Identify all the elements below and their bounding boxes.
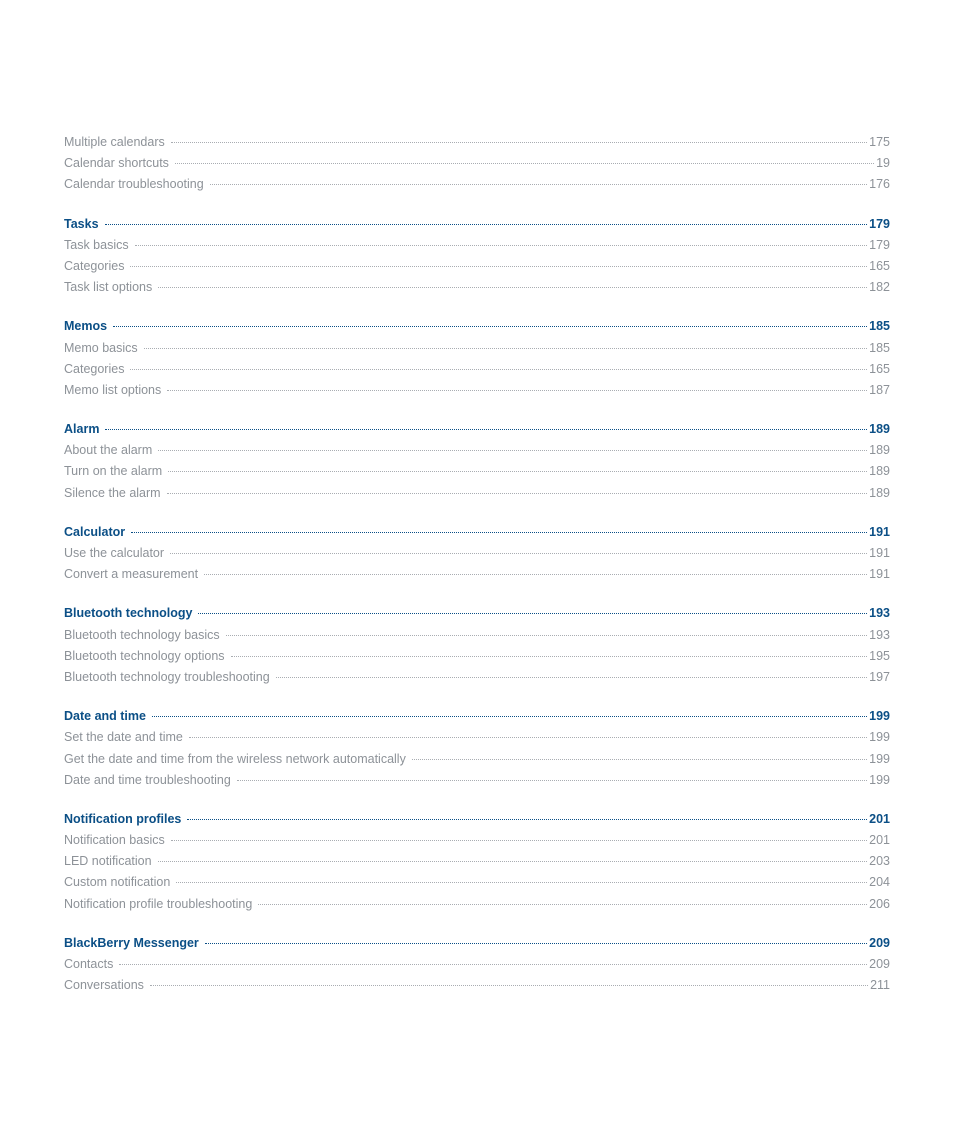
- toc-entry-label: LED notification: [64, 854, 152, 869]
- toc-entry-page-number: 203: [869, 854, 890, 869]
- toc-entry[interactable]: [64, 770, 890, 791]
- dot-leader: [187, 819, 867, 820]
- dot-leader: [158, 450, 867, 451]
- dot-leader: [171, 142, 867, 143]
- toc-heading-page-number: 189: [869, 422, 890, 437]
- toc-entry-label: Set the date and time: [64, 730, 183, 745]
- toc-entry[interactable]: [64, 338, 890, 359]
- dot-leader: [158, 287, 867, 288]
- toc-entry[interactable]: [64, 483, 890, 504]
- toc-heading-label: Calculator: [64, 524, 126, 539]
- toc-heading-label: Memos: [64, 319, 108, 334]
- dot-leader: [168, 471, 867, 472]
- toc-entry-label: Memo basics: [64, 340, 138, 355]
- toc-entry[interactable]: [64, 749, 890, 770]
- toc-entry-label: Get the date and time from the wireless network automatically: [64, 751, 406, 766]
- toc-entry-page-number: 206: [869, 896, 890, 911]
- toc-entry-page-number: 189: [869, 485, 890, 500]
- toc-entry-label: Conversations: [64, 978, 144, 993]
- toc-heading-page-number: 193: [869, 606, 890, 621]
- toc-entry-label: Calendar troubleshooting: [64, 177, 204, 192]
- toc-entry-label: Notification basics: [64, 833, 165, 848]
- toc-entry-page-number: 211: [870, 978, 890, 993]
- toc-heading-label: Bluetooth technology: [64, 606, 193, 621]
- toc-heading-page-number: 185: [869, 319, 890, 334]
- toc-heading-label: Tasks: [64, 216, 99, 231]
- dot-leader: [170, 553, 867, 554]
- toc-entry[interactable]: [64, 625, 890, 646]
- toc-entry-label: Calendar shortcuts: [64, 156, 169, 171]
- toc-entry-label: Multiple calendars: [64, 135, 165, 149]
- toc-entry[interactable]: [64, 153, 890, 174]
- toc-section-heading[interactable]: [64, 522, 890, 543]
- toc-section: [64, 316, 890, 401]
- toc-entry-label: Silence the alarm: [64, 485, 161, 500]
- toc-entry-page-number: 204: [869, 875, 890, 890]
- toc-section: [64, 706, 890, 791]
- dot-leader: [175, 163, 874, 164]
- dot-leader: [258, 904, 867, 905]
- dot-leader: [231, 656, 868, 657]
- toc-entry-page-number: 199: [869, 772, 890, 787]
- toc-section-heading[interactable]: [64, 706, 890, 727]
- dot-leader: [158, 861, 868, 862]
- toc-entry-page-number: 189: [869, 464, 890, 479]
- toc-entry-label: Categories: [64, 361, 125, 376]
- toc-entry[interactable]: [64, 851, 890, 872]
- toc-entry[interactable]: [64, 975, 890, 996]
- dot-leader: [205, 943, 867, 944]
- dot-leader: [113, 326, 867, 327]
- dot-leader: [198, 613, 867, 614]
- toc-section-heading[interactable]: [64, 809, 890, 830]
- toc-entry-label: Use the calculator: [64, 546, 165, 560]
- toc-heading-label: Notification profiles: [64, 811, 182, 826]
- dot-leader: [167, 493, 868, 494]
- toc-section: [64, 809, 890, 915]
- toc-heading-page-number: 191: [869, 524, 890, 539]
- toc-heading-page-number: 199: [869, 709, 890, 724]
- dot-leader: [135, 245, 868, 246]
- toc-entry[interactable]: [64, 954, 890, 975]
- toc-entry-page-number: 209: [869, 957, 890, 971]
- dot-leader: [189, 737, 867, 738]
- toc-heading-label: Date and time: [64, 709, 146, 724]
- toc-section: [64, 522, 890, 586]
- toc-entry-page-number: 19: [876, 156, 890, 171]
- toc-entry-label: Date and time troubleshooting: [64, 772, 231, 787]
- dot-leader: [237, 780, 867, 781]
- toc-entry-page-number: 176: [869, 177, 890, 192]
- toc-entry-label: About the alarm: [64, 443, 153, 458]
- toc-entry[interactable]: [64, 894, 890, 915]
- dot-leader: [226, 635, 867, 636]
- toc-section-heading[interactable]: [64, 933, 890, 954]
- dot-leader: [210, 184, 867, 185]
- toc-entry-page-number: 191: [869, 567, 890, 582]
- toc-entry-page-number: 187: [869, 382, 890, 397]
- dot-leader: [204, 574, 867, 575]
- toc-entry-page-number: 201: [869, 833, 890, 848]
- toc-entry-label: Bluetooth technology options: [64, 648, 225, 663]
- toc-section: [64, 132, 890, 196]
- table-of-contents: [64, 132, 890, 1014]
- dot-leader: [167, 390, 867, 391]
- toc-heading-label: Alarm: [64, 422, 100, 437]
- toc-entry-label: Task basics: [64, 237, 129, 252]
- toc-section: [64, 603, 890, 688]
- toc-entry-label: Task list options: [64, 280, 153, 295]
- toc-entry[interactable]: [64, 380, 890, 401]
- dot-leader: [144, 348, 868, 349]
- dot-leader: [150, 985, 868, 986]
- toc-entry[interactable]: [64, 727, 890, 748]
- dot-leader: [130, 369, 867, 370]
- dot-leader: [171, 840, 867, 841]
- toc-entry-label: Bluetooth technology troubleshooting: [64, 669, 270, 684]
- toc-entry[interactable]: [64, 235, 890, 256]
- toc-heading-page-number: 179: [869, 216, 890, 231]
- toc-entry-label: Bluetooth technology basics: [64, 627, 220, 642]
- toc-section-heading[interactable]: [64, 214, 890, 235]
- dot-leader: [105, 224, 868, 225]
- toc-entry[interactable]: [64, 461, 890, 482]
- toc-entry[interactable]: [64, 564, 890, 585]
- toc-heading-page-number: 209: [869, 935, 890, 950]
- dot-leader: [130, 266, 867, 267]
- toc-entry-label: Memo list options: [64, 382, 162, 397]
- toc-section-heading[interactable]: [64, 419, 890, 440]
- toc-entry-page-number: 165: [869, 361, 890, 376]
- toc-entry[interactable]: [64, 872, 890, 893]
- dot-leader: [105, 429, 867, 430]
- toc-entry-page-number: 179: [869, 237, 890, 252]
- toc-entry-label: Convert a measurement: [64, 567, 199, 582]
- toc-entry[interactable]: [64, 667, 890, 688]
- toc-entry-page-number: 199: [869, 730, 890, 745]
- toc-entry[interactable]: [64, 132, 890, 153]
- toc-entry-page-number: 195: [869, 648, 890, 663]
- toc-entry-label: Notification profile troubleshooting: [64, 896, 253, 911]
- toc-section: [64, 419, 890, 504]
- toc-entry[interactable]: [64, 440, 890, 461]
- toc-entry-page-number: 189: [869, 443, 890, 458]
- dot-leader: [131, 532, 867, 533]
- toc-entry-label: Turn on the alarm: [64, 464, 163, 479]
- toc-entry-page-number: 175: [869, 135, 890, 149]
- dot-leader: [119, 964, 867, 965]
- toc-section-heading[interactable]: [64, 316, 890, 337]
- toc-heading-page-number: 201: [869, 811, 890, 826]
- toc-heading-label: BlackBerry Messenger: [64, 935, 199, 950]
- toc-entry-label: Contacts: [64, 957, 114, 971]
- toc-entry[interactable]: [64, 543, 890, 564]
- toc-entry[interactable]: [64, 646, 890, 667]
- toc-entry-page-number: 199: [869, 751, 890, 766]
- toc-entry[interactable]: [64, 830, 890, 851]
- toc-entry-page-number: 197: [869, 669, 890, 684]
- toc-entry-page-number: 165: [869, 258, 890, 273]
- dot-leader: [276, 677, 867, 678]
- toc-entry[interactable]: [64, 256, 890, 277]
- toc-section-heading[interactable]: [64, 603, 890, 624]
- toc-entry[interactable]: [64, 174, 890, 195]
- dot-leader: [176, 882, 867, 883]
- toc-entry-page-number: 193: [869, 627, 890, 642]
- toc-entry[interactable]: [64, 277, 890, 298]
- dot-leader: [412, 759, 867, 760]
- toc-entry-page-number: 185: [869, 340, 890, 355]
- toc-entry[interactable]: [64, 359, 890, 380]
- toc-entry-page-number: 191: [869, 546, 890, 560]
- toc-section: [64, 214, 890, 299]
- toc-section: [64, 933, 890, 997]
- dot-leader: [152, 716, 867, 717]
- toc-entry-page-number: 182: [869, 280, 890, 295]
- toc-entry-label: Categories: [64, 258, 125, 273]
- toc-entry-label: Custom notification: [64, 875, 171, 890]
